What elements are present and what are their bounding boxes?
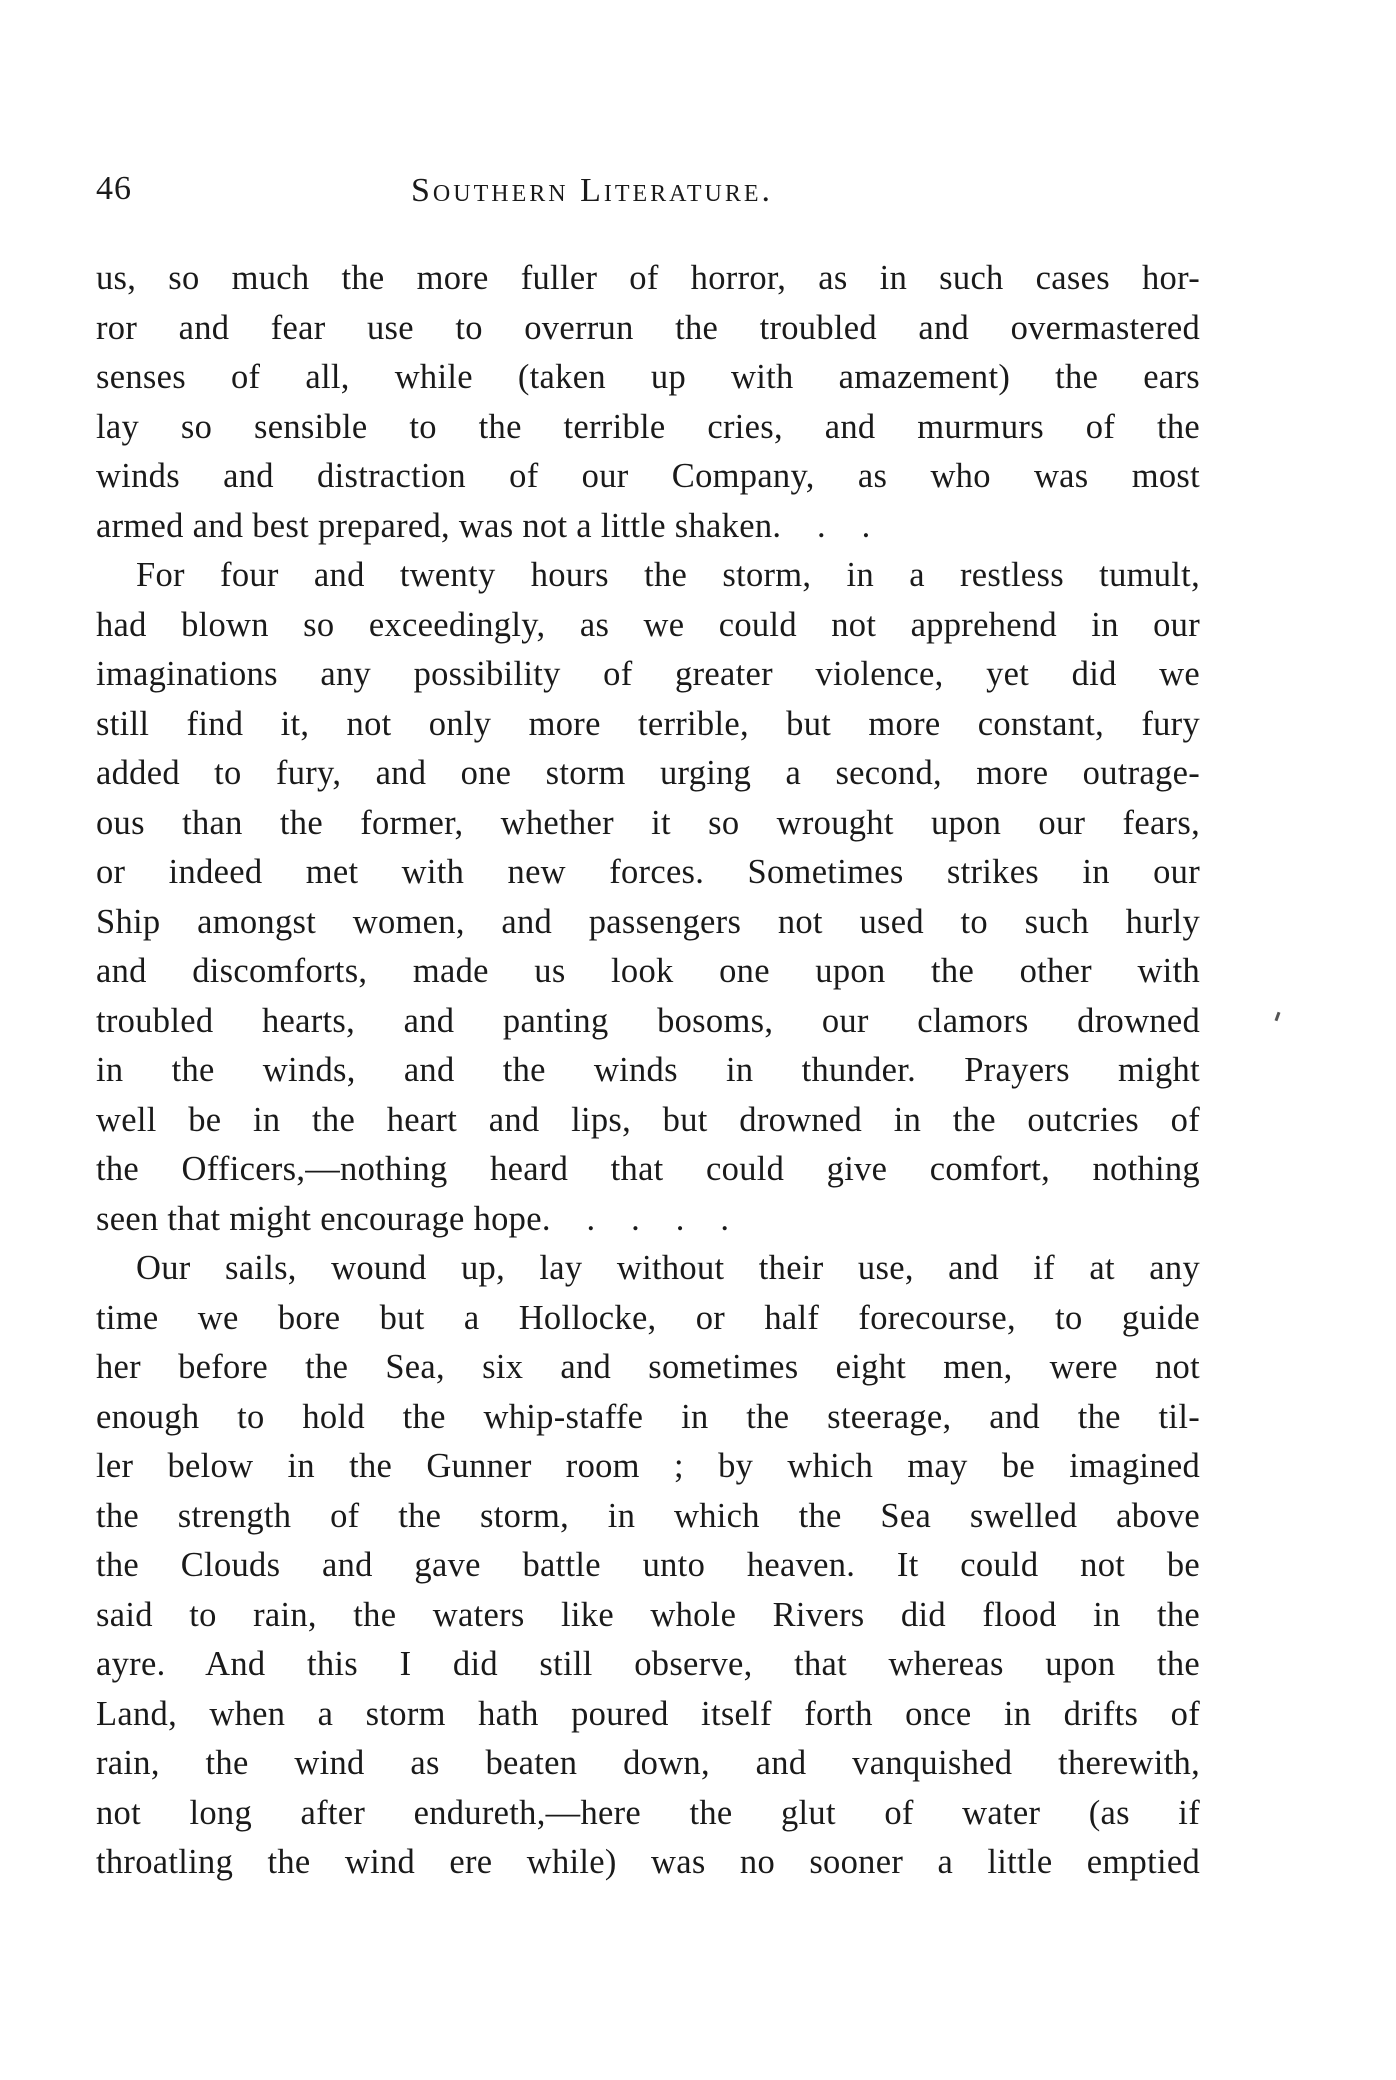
text-line: not long after endureth,—here the glut of water (as if	[96, 1793, 1200, 1832]
text-line: in the winds, and the winds in thunder. Prayers might	[96, 1051, 1200, 1089]
page-number: 46	[96, 170, 132, 207]
text-line: the Officers,—nothing heard that could give comfort, nothing	[96, 1150, 1200, 1188]
text-line: senses of all, while (taken up with amazement) the ears	[96, 358, 1200, 396]
text-line: said to rain, the waters like whole Rivers did flood in the	[96, 1595, 1200, 1634]
text-line: and discomforts, made us look one upon the other with	[96, 952, 1200, 990]
text-line: ayre. And this I did still observe, that whereas upon the	[96, 1645, 1200, 1683]
running-head	[96, 170, 1196, 220]
text-line: Ship amongst women, and passengers not used to such hurly	[96, 902, 1200, 941]
text-line: troubled hearts, and panting bosoms, our clamors drowned	[96, 1001, 1200, 1040]
text-line: time we bore but a Hollocke, or half forecourse, to guide	[96, 1298, 1200, 1337]
text-line: ler below in the Gunner room ; by which may be imagined	[96, 1447, 1200, 1485]
text-line: enough to hold the whip-staffe in the steerage, and the til-	[96, 1397, 1200, 1436]
text-line: still find it, not only more terrible, but more constant, fury	[96, 704, 1200, 743]
text-line: the strength of the storm, in which the Sea swelled above	[96, 1496, 1200, 1535]
text-line: seen that might encourage hope. . . . .	[96, 1199, 730, 1238]
text-line: the Clouds and gave battle unto heaven. It could not be	[96, 1546, 1200, 1584]
text-line: or indeed met with new forces. Sometimes strikes in our	[96, 853, 1200, 891]
text-line: armed and best prepared, was not a little shaken. . .	[96, 506, 871, 545]
text-line: imaginations any possibility of greater violence, yet did we	[96, 655, 1200, 693]
text-line: winds and distraction of our Company, as who was most	[96, 457, 1200, 495]
margin-mark	[1275, 1012, 1281, 1021]
text-line: throatling the wind ere while) was no sooner a little emptied	[96, 1843, 1200, 1881]
text-line: us, so much the more fuller of horror, as in such cases hor-	[96, 259, 1200, 297]
text-line: Land, when a storm hath poured itself forth once in drifts of	[96, 1694, 1200, 1733]
text-line: had blown so exceedingly, as we could not apprehend in our	[96, 605, 1200, 644]
body-text	[96, 254, 1200, 1888]
text-line: ror and fear use to overrun the troubled and overmastered	[96, 308, 1200, 347]
text-line: well be in the heart and lips, but drowned in the outcries of	[96, 1100, 1200, 1139]
running-title: Southern Literature.	[411, 172, 773, 209]
paragraph-start-line: For four and twenty hours the storm, in a restless tumult,	[136, 556, 1200, 594]
text-line: ous than the former, whether it so wrought upon our fears,	[96, 803, 1200, 842]
paragraph-start-line: Our sails, wound up, lay without their use, and if at any	[136, 1249, 1200, 1287]
text-line: added to fury, and one storm urging a second, more outrage-	[96, 754, 1200, 792]
text-line: rain, the wind as beaten down, and vanquished therewith,	[96, 1744, 1200, 1782]
text-line: her before the Sea, six and sometimes eight men, were not	[96, 1348, 1200, 1386]
text-line: lay so sensible to the terrible cries, and murmurs of the	[96, 407, 1200, 446]
